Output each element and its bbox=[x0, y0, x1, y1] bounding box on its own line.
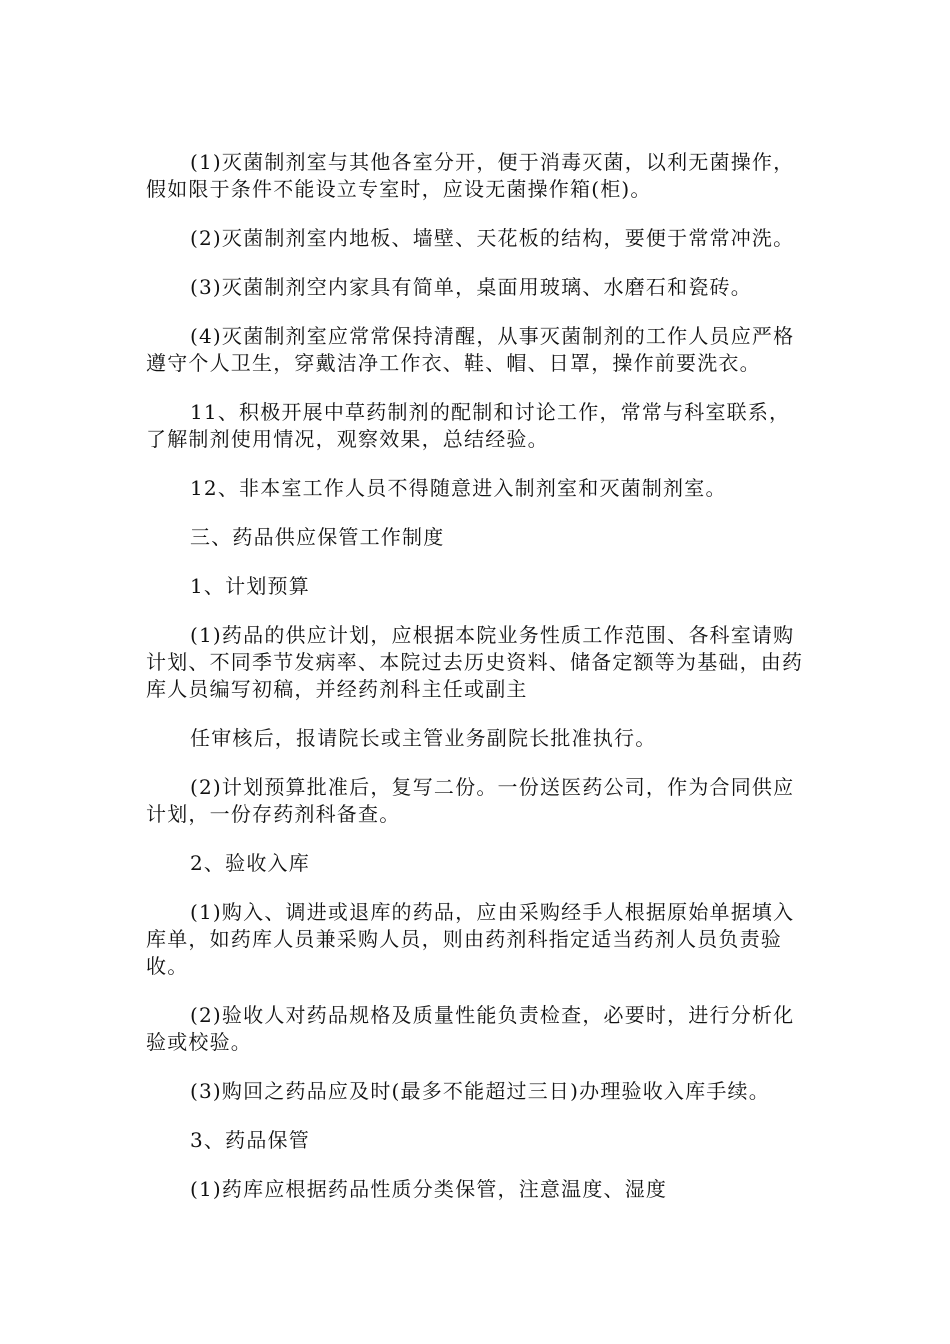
document-body bbox=[146, 149, 810, 1225]
paragraph-14: (2)验收人对药品规格及质量性能负责检查，必要时，进行分析化验或校验。 bbox=[146, 1003, 795, 1054]
paragraph-2: (2)灭菌制剂室内地板、墙壁、天花板的结构，要便于常常冲洗。 bbox=[190, 226, 795, 250]
paragraph-17: (1)药库应根据药品性质分类保管，注意温度、湿度 bbox=[190, 1177, 668, 1201]
paragraph-15: (3)购回之药品应及时(最多不能超过三日)办理验收入库手续。 bbox=[190, 1079, 770, 1103]
section-heading-3: 三、药品供应保管工作制度 bbox=[190, 525, 445, 549]
paragraph-6: 12、非本室工作人员不得随意进入制剂室和灭菌制剂室。 bbox=[190, 476, 727, 500]
paragraph-5: 11、积极开展中草药制剂的配制和讨论工作，常常与科室联系，了解制剂使用情况，观察效果，总结经验。 bbox=[146, 400, 791, 451]
paragraph-11: (2)计划预算批准后，复写二份。一份送医药公司，作为合同供应计划，一份存药剂科备查。 bbox=[146, 775, 795, 826]
paragraph-1: (1)灭菌制剂室与其他各室分开，便于消毒灭菌，以利无菌操作，假如限于条件不能设立专室时，应设无菌操作箱(柜)。 bbox=[146, 150, 795, 201]
paragraph-4: (4)灭菌制剂室应常常保持清醒，从事灭菌制剂的工作人员应严格遵守个人卫生，穿戴洁净工作衣、鞋、帽、日罩，操作前要洗衣。 bbox=[146, 324, 795, 375]
subheading-storage: 3、药品保管 bbox=[190, 1128, 310, 1152]
paragraph-3: (3)灭菌制剂空内家具有简单，桌面用玻璃、水磨石和瓷砖。 bbox=[190, 275, 752, 299]
subheading-acceptance: 2、验收入库 bbox=[190, 851, 310, 875]
subheading-plan-budget: 1、计划预算 bbox=[190, 574, 310, 598]
paragraph-10: 任审核后，报请院长或主管业务副院长批准执行。 bbox=[190, 726, 657, 750]
paragraph-13: (1)购入、调进或退库的药品，应由采购经手人根据原始单据填入库单，如药库人员兼采购人员，则由药剂科指定适当药剂人员负责验收。 bbox=[146, 900, 795, 978]
paragraph-9: (1)药品的供应计划，应根据本院业务性质工作范围、各科室请购计划、不同季节发病率、本院过去历史资料、储备定额等为基础，由药库人员编写初稿，并经药剂科主任或副主 bbox=[146, 623, 804, 701]
